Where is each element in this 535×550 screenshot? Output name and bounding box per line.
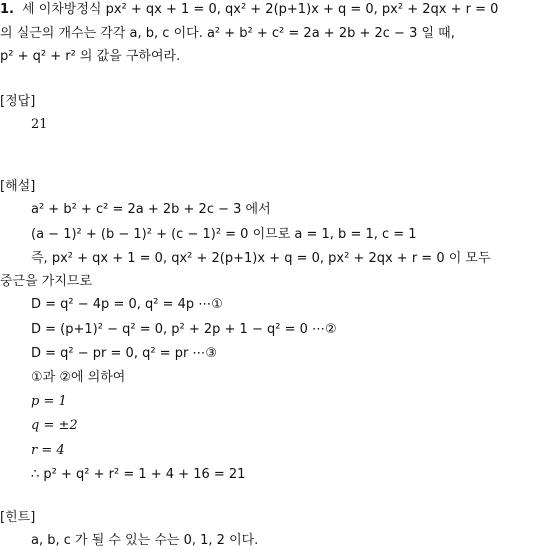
solution-line: 중근을 가지므로 bbox=[0, 274, 93, 289]
solution-line: q = ±2 bbox=[31, 418, 78, 433]
solution-line: p = 1 bbox=[31, 394, 67, 409]
solution-line: D = q² − pr = 0, q² = pr ⋯③ bbox=[31, 346, 218, 361]
solution-label: [해설] bbox=[0, 179, 36, 194]
solution-line: D = (p+1)² − q² = 0, p² + 2p + 1 − q² = 0 ⋯② bbox=[31, 322, 337, 337]
answer-value: 21 bbox=[31, 117, 48, 132]
solution-line: a² + b² + c² = 2a + 2b + 2c − 3 에서 bbox=[31, 202, 271, 217]
problem-line-2: 의 실근의 개수는 각각 a, b, c 이다. a² + b² + c² = 2a + 2b + 2c − 3 일 때, bbox=[0, 26, 455, 41]
problem-number: 1. bbox=[0, 2, 14, 17]
solution-line: ①과 ②에 의하여 bbox=[31, 370, 126, 385]
solution-line: 즉, px² + qx + 1 = 0, qx² + 2(p+1)x + q = 0, px² + 2qx + r = 0 이 모두 bbox=[31, 251, 491, 266]
answer-label: [정답] bbox=[0, 94, 36, 109]
hint-label: [힌트] bbox=[0, 510, 36, 525]
solution-line: r = 4 bbox=[31, 443, 65, 458]
solution-line: ∴ p² + q² + r² = 1 + 4 + 16 = 21 bbox=[31, 467, 246, 482]
hint-text: a, b, c 가 될 수 있는 수는 0, 1, 2 이다. bbox=[31, 533, 259, 548]
solution-line: D = q² − 4p = 0, q² = 4p ⋯① bbox=[31, 297, 223, 312]
problem-line-3: p² + q² + r² 의 값을 구하여라. bbox=[0, 49, 181, 64]
solution-line: (a − 1)² + (b − 1)² + (c − 1)² = 0 이므로 a = 1, b = 1, c = 1 bbox=[31, 227, 417, 242]
problem-line-1: 세 이차방정식 px² + qx + 1 = 0, qx² + 2(p+1)x + q = 0, px² + 2qx + r = 0 bbox=[22, 2, 499, 17]
